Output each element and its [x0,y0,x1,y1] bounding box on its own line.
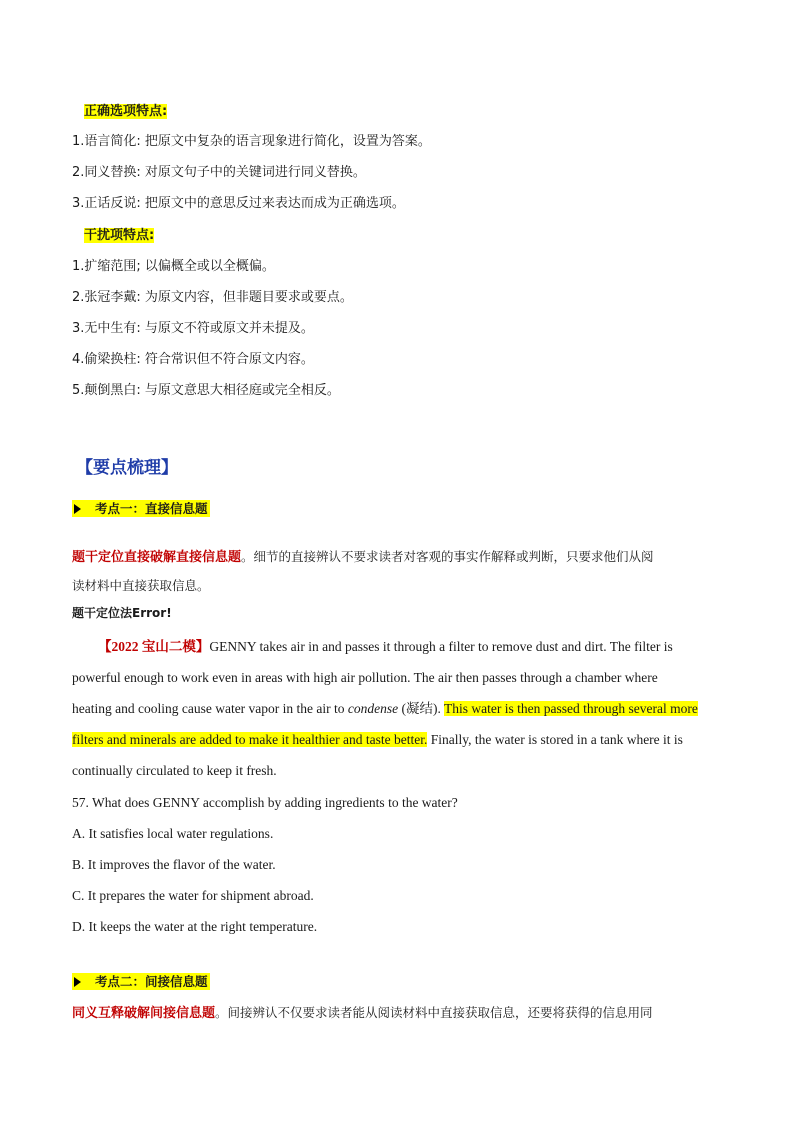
section-title: 【要点梳理】 [76,458,178,477]
distractor-item-4: 4.偷梁换柱: 符合常识但不符合原文内容。 [72,352,314,367]
point1-lead-line2: 读材料中直接获取信息。 [72,578,210,593]
passage-line-1: 【2022 宝山二模】GENNY takes air in and passes it through a filter to remove dust and dirt. The filter is [98,639,673,654]
option-d: D. It keeps the water at the right temperature. [72,919,318,934]
distractor-item-2: 2.张冠李戴: 为原文内容，但非题目要求或要点。 [72,290,353,305]
point2-label: 考点二：间接信息题 [72,973,210,990]
option-b: B. It improves the flavor of the water. [72,857,276,872]
point1-label-row [72,499,722,520]
correct-heading: 正确选项特点: [84,104,168,119]
passage-line-5: continually circulated to keep it fresh. [72,763,277,778]
correct-item-2: 2.同义替换: 对原文句子中的关键词进行同义替换。 [72,165,366,180]
passage-line-2: powerful enough to work even in areas with high air pollution. The air then passes through a chamber where [72,670,658,685]
correct-heading-row [72,102,722,122]
point2-label-row [72,972,722,993]
point1-method: 题干定位法Error! [72,606,172,620]
distractor-item-3: 3.无中生有: 与原文不符或原文并未提及。 [72,321,314,336]
distractor-item-1: 1.扩缩范围; 以偏概全或以全概偏。 [72,259,275,274]
question-stem: 57. What does GENNY accomplish by adding ingredients to the water? [72,795,458,810]
point1-label: 考点一：直接信息题 [72,500,210,517]
option-c: C. It prepares the water for shipment abroad. [72,888,314,903]
point1-lead-line1: 题干定位直接破解直接信息题。细节的直接辨认不要求读者对客观的事实作解释或判断，只要求他们从阅 [72,549,654,565]
point2-lead: 同义互释破解间接信息题。间接辨认不仅要求读者能从阅读材料中直接获取信息，还要将获得的信息用同 [72,1005,653,1021]
passage-highlight-2: filters and minerals are added to make it healthier and taste better. [72,732,428,747]
passage-source: 【2022 宝山二模】 [98,639,210,654]
correct-item-3: 3.正话反说: 把原文中的意思反过来表达而成为正确选项。 [72,196,405,211]
arrow-right-icon [74,504,81,514]
arrow-right-icon [74,977,81,987]
passage-highlight-1: This water is then passed through several more [444,701,698,716]
distractor-heading: 干扰项特点: [84,228,155,243]
correct-item-1: 1.语言简化: 把原文中复杂的语言现象进行简化，设置为答案。 [72,134,431,149]
passage-line-4: filters and minerals are added to make it healthier and taste better. Finally, the water is stored in a tank where it is [72,732,683,747]
passage-line-3: heating and cooling cause water vapor in the air to condense (凝结). This water is then passed through several more [72,701,698,716]
option-a: A. It satisfies local water regulations. [72,826,274,841]
distractor-heading-row [72,226,722,246]
distractor-item-5: 5.颠倒黑白: 与原文意思大相径庭或完全相反。 [72,383,340,398]
